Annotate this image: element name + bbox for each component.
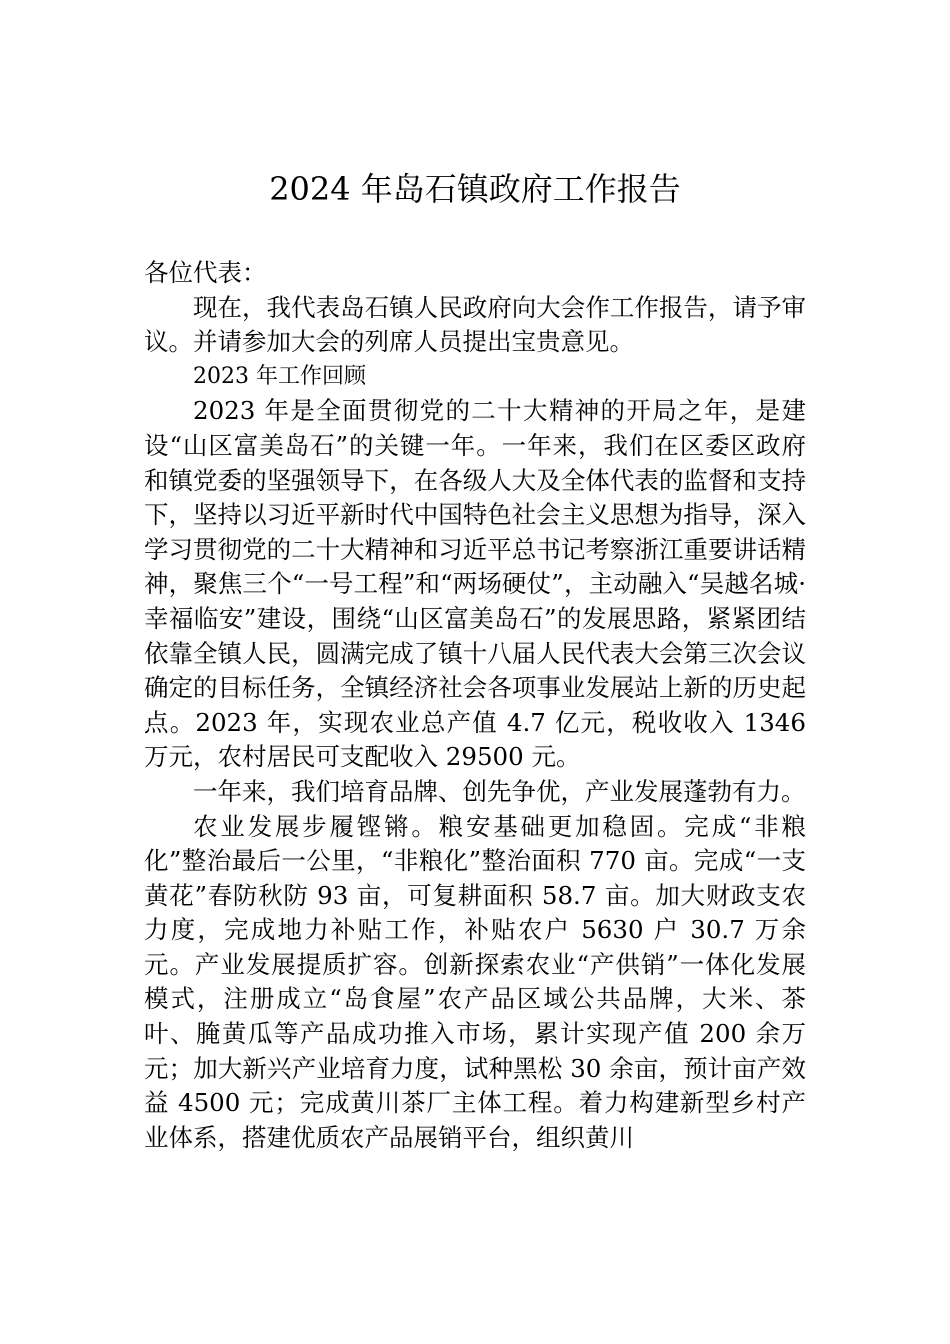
section-heading: 2023 年工作回顾: [193, 363, 366, 389]
document-title: 2024 年岛石镇政府工作报告: [269, 170, 681, 208]
paragraph-agriculture: 农业发展步履铿锵。粮安基础更加稳固。完成“非粮化”整治最后一公里，“非粮化”整治面积 770 亩。完成“一支黄花”春防秋防 93 亩，可复耕面积 58.7 亩。加大财政支农力度，完成地力补贴工作，补贴农户 5630 户 30.7 万余元。产业发展提质扩容。创新探索农业“产供销”一体化发展模式，注册成立“岛食屋”农产品区域公共品牌，大米、茶叶、腌黄瓜等产品成功推入市场，累计实现产值 200 余万元；加大新兴产业培育力度，试种黑松 30 余亩，预计亩产效益 4500 元；完成黄川茶厂主体工程。着力构建新型乡村产业体系，搭建优质农产品展销平台，组织黄川: [144, 811, 806, 1152]
paragraph-summary: 一年来，我们培育品牌、创先争优，产业发展蓬勃有力。: [193, 776, 806, 806]
salutation: 各位代表：: [144, 258, 267, 287]
paragraph-review: 2023 年是全面贯彻党的二十大精神的开局之年，是建设“山区富美岛石”的关键一年。一年来，我们在区委区政府和镇党委的坚强领导下，在各级人大及全体代表的监督和支持下，坚持以习近平新时代中国特色社会主义思想为指导，深入学习贯彻党的二十大精神和习近平总书记考察浙江重要讲话精神，聚焦三个“一号工程”和“两场硬仗”，主动融入“吴越名城·幸福临安”建设，围绕“山区富美岛石”的发展思路，紧紧团结依靠全镇人民，圆满完成了镇十八届人民代表大会第三次会议确定的目标任务，全镇经济社会各项事业发展站上新的历史起点。2023 年，实现农业总产值 4.7 亿元，税收收入 1346 万元，农村居民可支配收入 29500 元。: [144, 396, 806, 772]
paragraph-intro: 现在，我代表岛石镇人民政府向大会作工作报告，请予审议。并请参加大会的列席人员提出宝贵意见。: [144, 292, 806, 357]
document-body: [144, 256, 806, 1155]
